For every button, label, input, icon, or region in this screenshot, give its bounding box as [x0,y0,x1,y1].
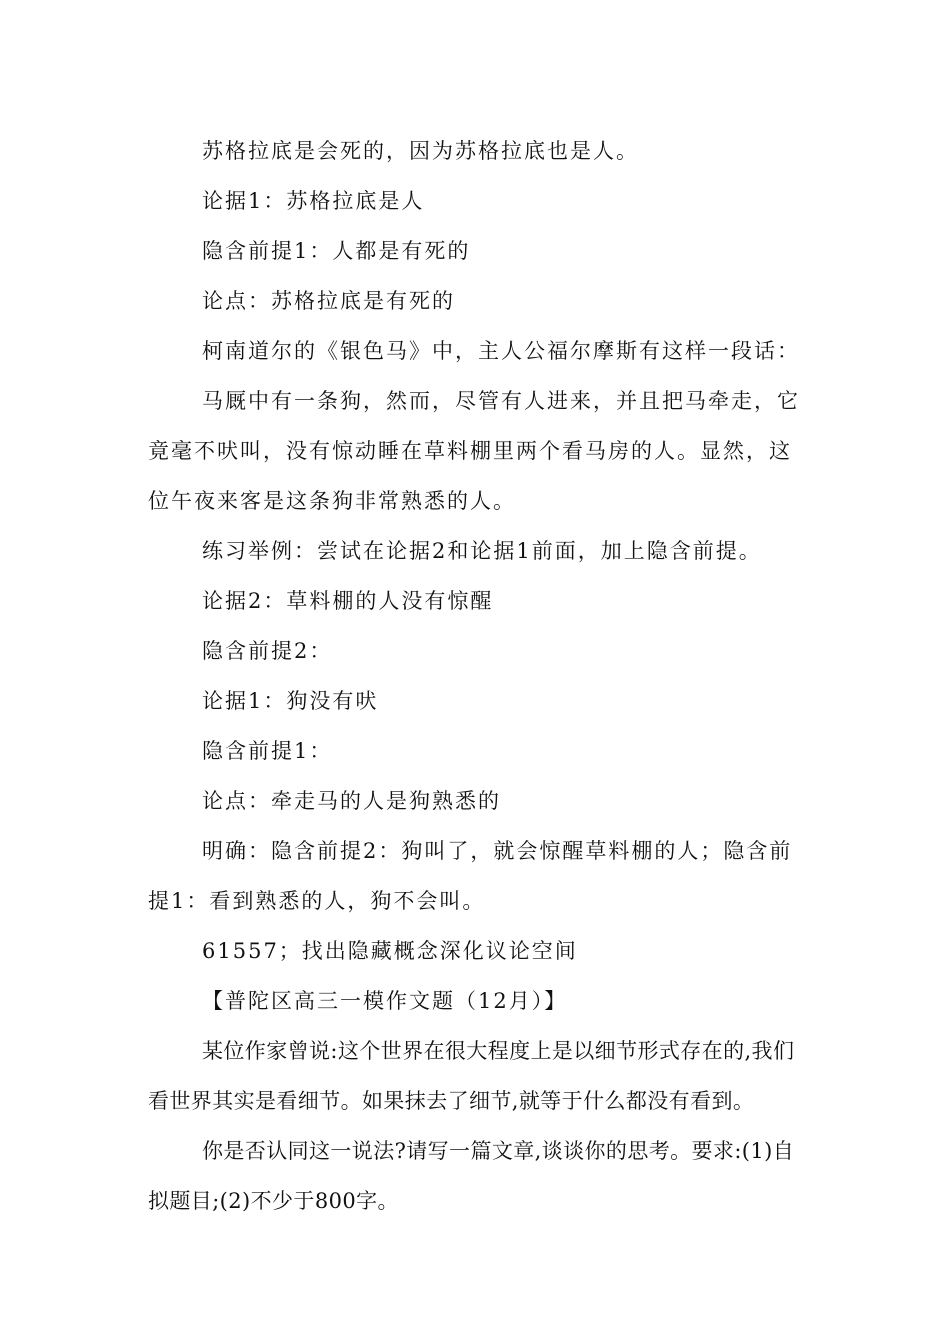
paragraph-2: 论据1：苏格拉底是人 [202,189,425,213]
paragraph-8: 论据2：草料棚的人没有惊醒 [202,589,494,613]
paragraph-13: 明确：隐含前提2：狗叫了，就会惊醒草料棚的人；隐含前提1：看到熟悉的人，狗不会叫。 [148,839,793,913]
essay-prompt-quote: 某位作家曾说:这个世界在很大程度上是以细节形式存在的,我们看世界其实是看细节。如果抹去了细节,就等于什么都没有看到。 [148,1039,795,1113]
paragraph-5: 柯南道尔的《银色马》中，主人公福尔摩斯有这样一段话： [202,339,800,363]
section-heading: 61557；找出隐藏概念深化议论空间 [202,939,578,963]
paragraph-12: 论点：牵走马的人是狗熟悉的 [202,789,501,813]
paragraph-4: 论点：苏格拉底是有死的 [202,289,455,313]
essay-prompt-requirements: 你是否认同这一说法?请写一篇文章,谈谈你的思考。要求:(1)自拟题目;(2)不少于800字。 [148,1139,795,1213]
paragraph-7: 练习举例：尝试在论据2和论据1前面，加上隐含前提。 [202,539,762,563]
document-body [148,126,808,1226]
paragraph-3: 隐含前提1：人都是有死的 [202,239,471,263]
paragraph-6: 马厩中有一条狗，然而，尽管有人进来，并且把马牵走，它竟毫不吠叫，没有惊动睡在草料棚里两个看马房的人。显然，这位午夜来客是这条狗非常熟悉的人。 [148,389,800,513]
paragraph-1: 苏格拉底是会死的，因为苏格拉底也是人。 [202,139,639,163]
paragraph-9: 隐含前提2： [202,639,333,663]
paragraph-10: 论据1：狗没有吠 [202,689,379,713]
paragraph-11: 隐含前提1： [202,739,333,763]
essay-prompt-title: 【普陀区高三一模作文题（12月）】 [202,989,568,1013]
